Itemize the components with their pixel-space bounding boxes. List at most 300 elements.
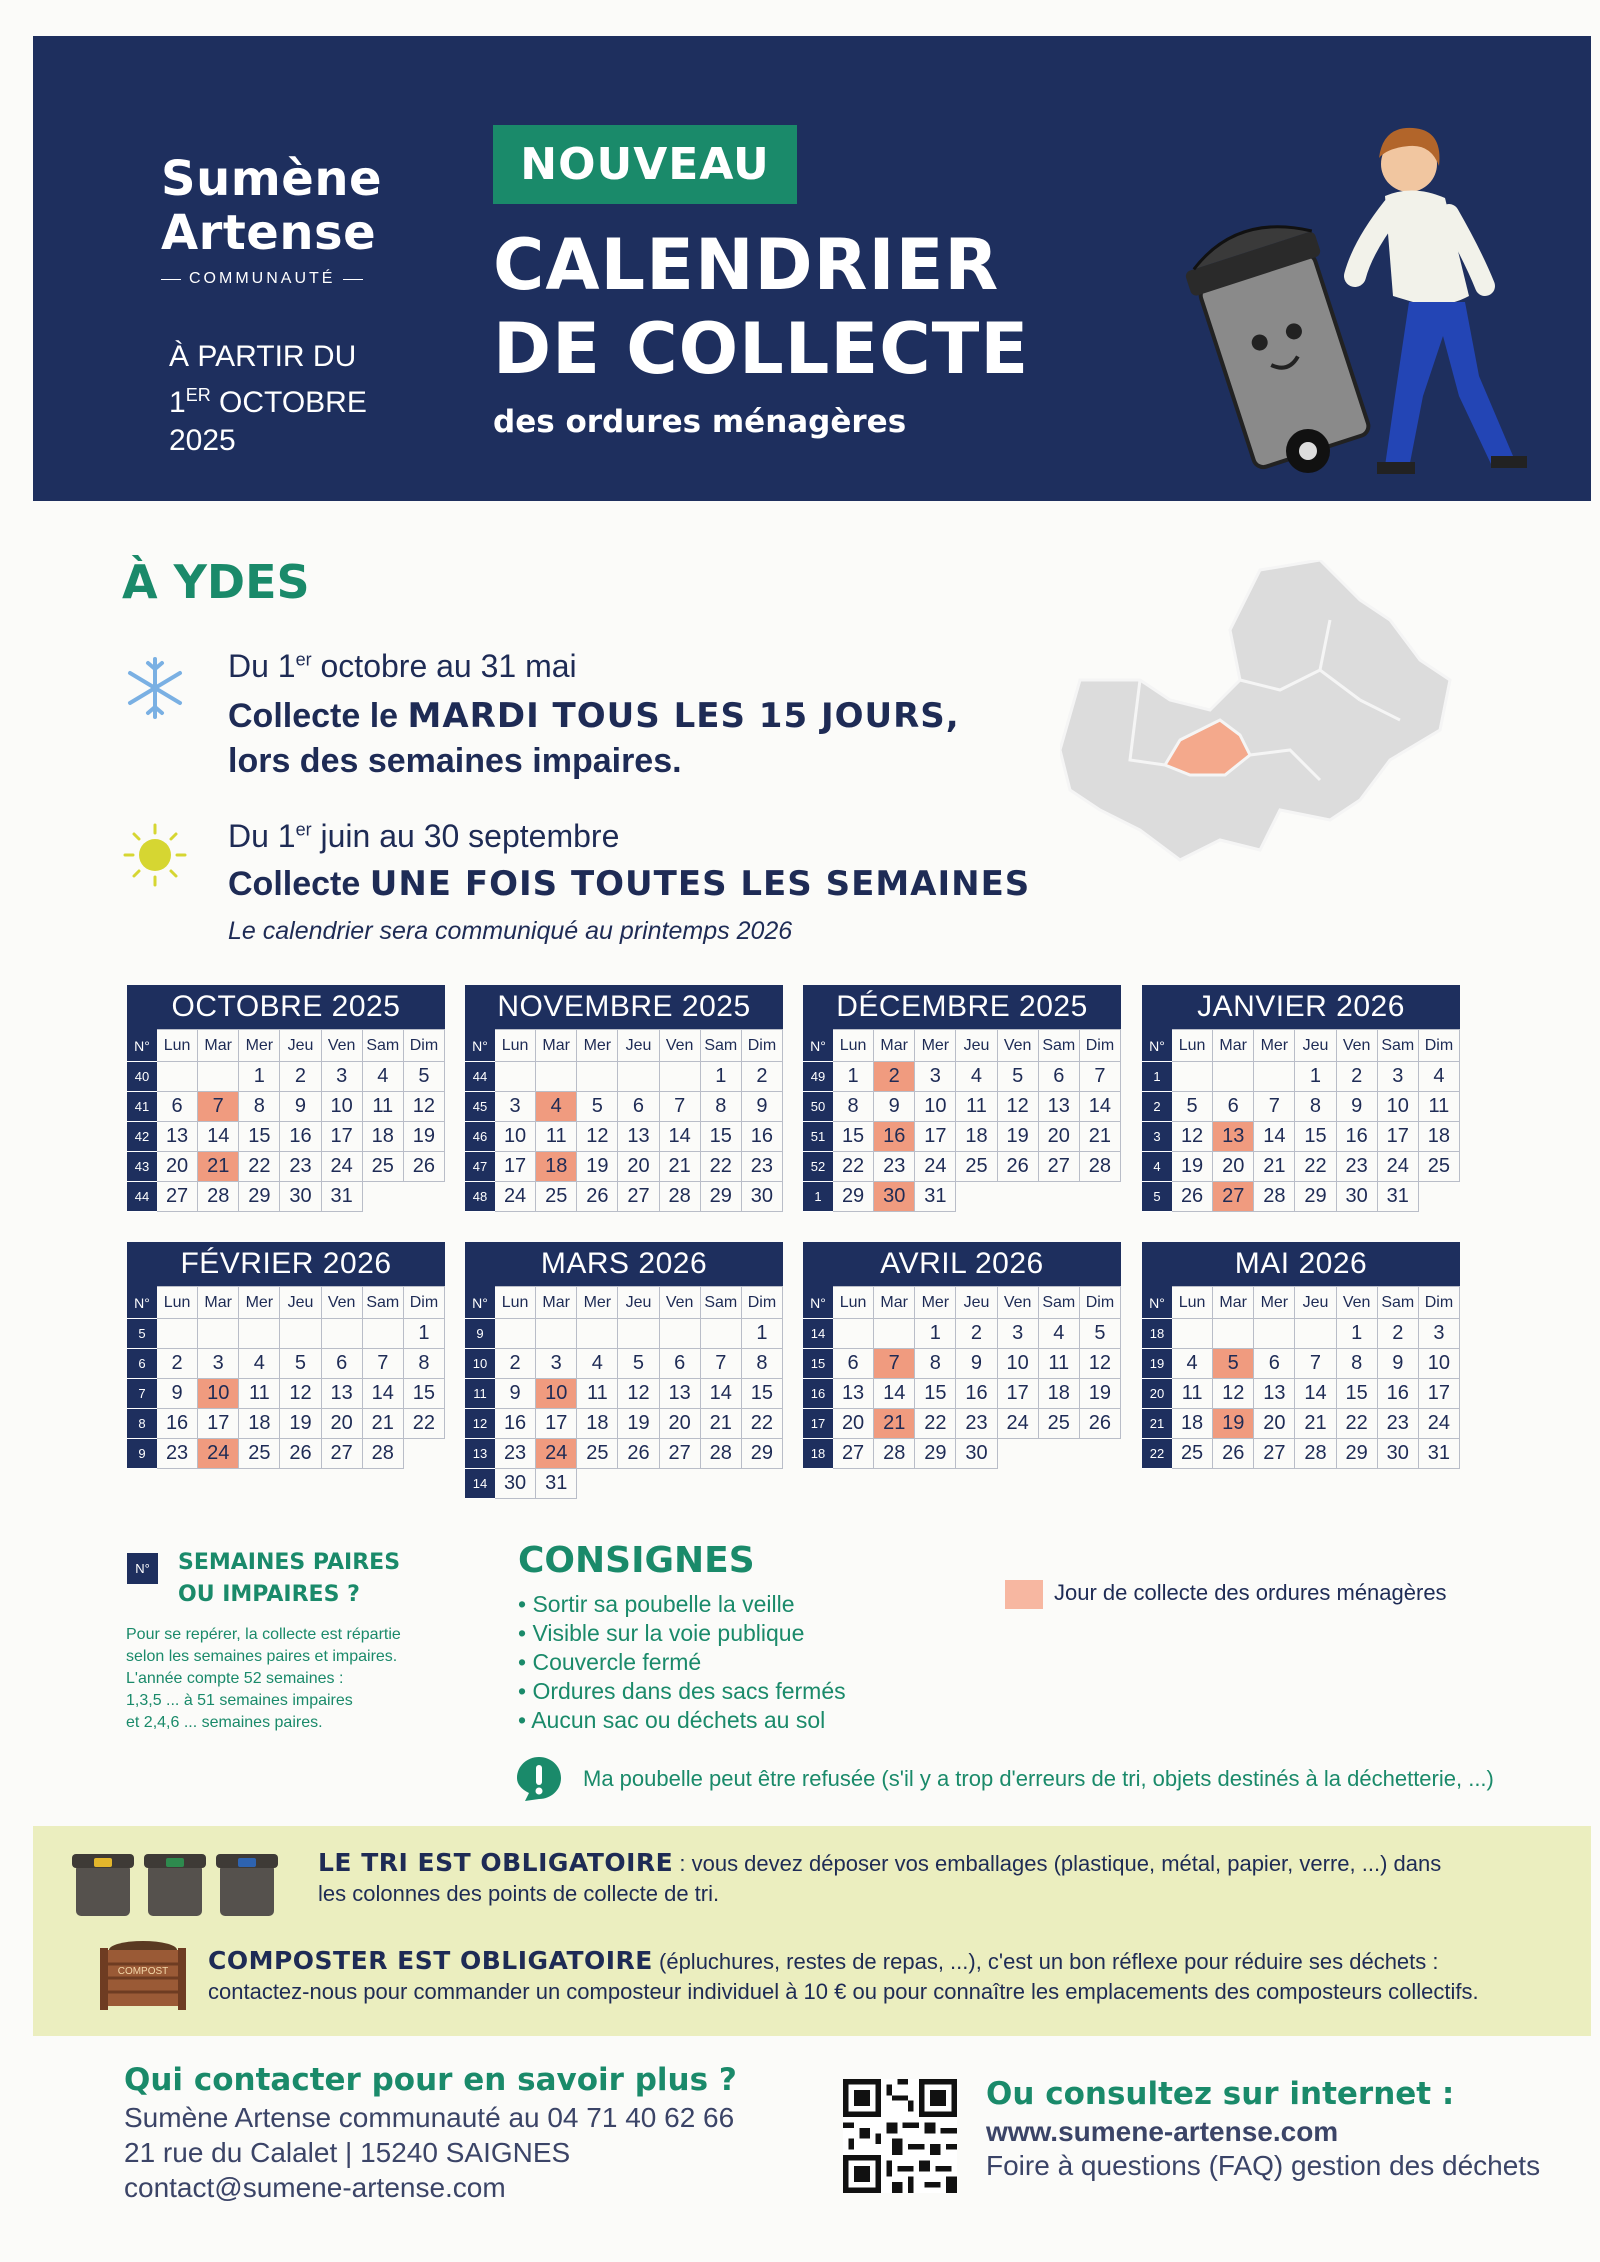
day-cell: 15 — [915, 1379, 956, 1409]
month-grid — [803, 1029, 1121, 1212]
month-grid — [127, 1029, 445, 1212]
empty-cell — [536, 1319, 577, 1349]
weekday-header: Jeu — [618, 1287, 659, 1319]
day-cell: 17 — [915, 1122, 956, 1152]
calendar-march-2026 — [465, 1242, 783, 1499]
empty-cell — [741, 1469, 782, 1499]
weekday-header-row — [466, 1287, 783, 1319]
weekday-header-row — [1143, 1030, 1460, 1062]
day-cell: 26 — [1079, 1409, 1120, 1439]
day-cell: 25 — [536, 1182, 577, 1212]
summer-rule-b: UNE FOIS TOUTES LES SEMAINES — [369, 864, 1031, 904]
day-cell: 20 — [659, 1409, 700, 1439]
header-banner — [33, 36, 1591, 501]
day-cell: 14 — [1295, 1379, 1336, 1409]
week-row — [1143, 1182, 1460, 1212]
tri-obligatoire — [318, 1848, 1468, 1909]
calendar-november-2025 — [465, 985, 783, 1212]
week-number: 48 — [466, 1182, 495, 1212]
week-number: 13 — [466, 1439, 495, 1469]
weekday-header: Dim — [403, 1287, 444, 1319]
day-cell: 22 — [239, 1152, 280, 1182]
compost-title: COMPOSTER EST OBLIGATOIRE — [208, 1946, 653, 1975]
day-cell: 25 — [1418, 1152, 1459, 1182]
day-cell: 24 — [1377, 1152, 1418, 1182]
contact-email[interactable]: contact@sumene-artense.com — [124, 2172, 506, 2203]
weekday-header: Dim — [1418, 1030, 1459, 1062]
winter-rule — [228, 696, 960, 736]
day-cell: 12 — [1079, 1349, 1120, 1379]
month-title: NOVEMBRE 2025 — [465, 985, 783, 1029]
weekday-header: Sam — [1038, 1287, 1079, 1319]
week-row — [466, 1349, 783, 1379]
new-badge: NOUVEAU — [493, 125, 797, 204]
weekday-header: Mar — [198, 1287, 239, 1319]
weekday-header: Sam — [1377, 1030, 1418, 1062]
tri-text: : vous devez déposer vos emballages (plastique, métal, papier, verre, ...) dans les colonnes des points de collecte de tri. — [318, 1851, 1442, 1906]
day-cell: 18 — [1172, 1409, 1213, 1439]
calendar-april-2026 — [803, 1242, 1121, 1469]
day-cell: 20 — [1038, 1122, 1079, 1152]
collection-day: 4 — [536, 1092, 577, 1122]
weekday-header: Mer — [577, 1030, 618, 1062]
weekday-header: Mar — [198, 1030, 239, 1062]
day-cell: 1 — [1295, 1062, 1336, 1092]
week-number: 7 — [128, 1379, 157, 1409]
empty-cell — [1295, 1319, 1336, 1349]
week-number: 6 — [128, 1349, 157, 1379]
day-cell: 22 — [1336, 1409, 1377, 1439]
day-cell: 20 — [321, 1409, 362, 1439]
day-cell: 2 — [1336, 1062, 1377, 1092]
calendar-january-2026 — [1142, 985, 1460, 1212]
summer-rule-a: Collecte — [228, 865, 370, 903]
empty-cell — [577, 1062, 618, 1092]
weekday-header: Sam — [1377, 1287, 1418, 1319]
week-number-header: N° — [1143, 1287, 1172, 1319]
week-number: 20 — [1143, 1379, 1172, 1409]
day-cell: 25 — [1038, 1409, 1079, 1439]
day-cell: 2 — [495, 1349, 536, 1379]
day-cell: 27 — [1038, 1152, 1079, 1182]
day-cell: 10 — [321, 1092, 362, 1122]
day-cell: 28 — [1079, 1152, 1120, 1182]
collection-day: 7 — [198, 1092, 239, 1122]
month-title: MARS 2026 — [465, 1242, 783, 1286]
week-row — [466, 1469, 783, 1499]
day-cell: 13 — [157, 1122, 198, 1152]
contact-phone: Sumène Artense communauté au 04 71 40 62 66 — [124, 2102, 735, 2133]
day-cell: 16 — [741, 1122, 782, 1152]
winter-pre: Du 1 — [228, 648, 296, 684]
day-cell: 12 — [280, 1379, 321, 1409]
web-title: Ou consultez sur internet : — [986, 2076, 1455, 2112]
day-cell: 2 — [741, 1062, 782, 1092]
day-cell: 28 — [1254, 1182, 1295, 1212]
weekday-header: Jeu — [1295, 1030, 1336, 1062]
day-cell: 10 — [915, 1092, 956, 1122]
weekday-header: Ven — [997, 1287, 1038, 1319]
weekday-header: Mar — [1213, 1287, 1254, 1319]
day-cell: 19 — [1079, 1379, 1120, 1409]
week-number: 46 — [466, 1122, 495, 1152]
day-cell: 25 — [577, 1439, 618, 1469]
day-cell: 10 — [495, 1122, 536, 1152]
collection-day: 10 — [536, 1379, 577, 1409]
collection-day: 24 — [536, 1439, 577, 1469]
weekday-header: Ven — [1336, 1287, 1377, 1319]
day-cell: 10 — [1377, 1092, 1418, 1122]
week-row — [1143, 1349, 1460, 1379]
day-cell: 3 — [1418, 1319, 1459, 1349]
day-cell: 12 — [403, 1092, 444, 1122]
consignes-list — [518, 1590, 846, 1735]
day-cell: 21 — [1079, 1122, 1120, 1152]
weekday-header: Jeu — [280, 1287, 321, 1319]
week-row — [466, 1152, 783, 1182]
week-number-header: N° — [128, 1287, 157, 1319]
day-cell: 17 — [1418, 1379, 1459, 1409]
week-number: 44 — [466, 1062, 495, 1092]
day-cell: 23 — [741, 1152, 782, 1182]
day-cell: 13 — [1254, 1379, 1295, 1409]
weekday-header: Lun — [495, 1287, 536, 1319]
day-cell: 11 — [1418, 1092, 1459, 1122]
day-cell: 29 — [1336, 1439, 1377, 1469]
weekday-header: Jeu — [956, 1287, 997, 1319]
week-row — [128, 1182, 445, 1212]
day-cell: 14 — [1079, 1092, 1120, 1122]
day-cell: 2 — [280, 1062, 321, 1092]
empty-cell — [618, 1062, 659, 1092]
week-number: 19 — [1143, 1349, 1172, 1379]
weeks-parity-line: et 2,4,6 ... semaines paires. — [126, 1714, 323, 1731]
weekday-header-row — [804, 1030, 1121, 1062]
weekday-header: Jeu — [956, 1030, 997, 1062]
weekday-header-row — [1143, 1287, 1460, 1319]
week-number: 3 — [1143, 1122, 1172, 1152]
weekday-header: Dim — [403, 1030, 444, 1062]
warning-text: Ma poubelle peut être refusée (s'il y a trop d'erreurs de tri, objets destinés à la déchetterie, ...) — [583, 1766, 1494, 1791]
week-number: 18 — [1143, 1319, 1172, 1349]
day-cell: 9 — [157, 1379, 198, 1409]
empty-cell — [997, 1182, 1038, 1212]
week-number: 17 — [804, 1409, 833, 1439]
logo — [161, 152, 382, 288]
collection-day: 30 — [874, 1182, 915, 1212]
week-row — [466, 1062, 783, 1092]
day-cell: 7 — [1295, 1349, 1336, 1379]
day-cell: 10 — [1418, 1349, 1459, 1379]
day-cell: 9 — [1377, 1349, 1418, 1379]
empty-cell — [1172, 1319, 1213, 1349]
day-cell: 9 — [1336, 1092, 1377, 1122]
day-cell: 24 — [495, 1182, 536, 1212]
week-number: 8 — [128, 1409, 157, 1439]
day-cell: 31 — [321, 1182, 362, 1212]
day-cell: 14 — [198, 1122, 239, 1152]
collection-day: 21 — [874, 1409, 915, 1439]
day-cell: 18 — [1038, 1379, 1079, 1409]
day-cell: 29 — [833, 1182, 874, 1212]
day-cell: 24 — [997, 1409, 1038, 1439]
weekday-header: Ven — [321, 1287, 362, 1319]
week-number: 16 — [804, 1379, 833, 1409]
collection-day: 18 — [536, 1152, 577, 1182]
weekday-header: Mer — [1254, 1030, 1295, 1062]
day-cell: 25 — [239, 1439, 280, 1469]
day-cell: 4 — [1038, 1319, 1079, 1349]
day-cell: 2 — [157, 1349, 198, 1379]
winter-post: octobre au 31 mai — [311, 648, 577, 684]
day-cell: 27 — [157, 1182, 198, 1212]
day-cell: 9 — [741, 1092, 782, 1122]
month-title: DÉCEMBRE 2025 — [803, 985, 1121, 1029]
day-cell: 16 — [495, 1409, 536, 1439]
exclamation-icon — [515, 1755, 563, 1803]
day-cell: 14 — [874, 1379, 915, 1409]
consigne-item: • Couvercle fermé — [518, 1648, 846, 1677]
day-cell: 14 — [659, 1122, 700, 1152]
weekday-header: Lun — [495, 1030, 536, 1062]
day-cell: 1 — [239, 1062, 280, 1092]
day-cell: 1 — [1336, 1319, 1377, 1349]
day-cell: 30 — [956, 1439, 997, 1469]
weekday-header: Mer — [239, 1030, 280, 1062]
day-cell: 8 — [403, 1349, 444, 1379]
day-cell: 26 — [1213, 1439, 1254, 1469]
day-cell: 27 — [659, 1439, 700, 1469]
summer-pre: Du 1 — [228, 818, 296, 854]
empty-cell — [659, 1319, 700, 1349]
day-cell: 26 — [577, 1182, 618, 1212]
day-cell: 19 — [1172, 1152, 1213, 1182]
day-cell: 29 — [1295, 1182, 1336, 1212]
day-cell: 22 — [741, 1409, 782, 1439]
empty-cell — [280, 1319, 321, 1349]
day-cell: 5 — [577, 1092, 618, 1122]
empty-cell — [997, 1439, 1038, 1469]
empty-cell — [1254, 1319, 1295, 1349]
day-cell: 29 — [700, 1182, 741, 1212]
week-row — [128, 1439, 445, 1469]
day-cell: 19 — [403, 1122, 444, 1152]
empty-cell — [239, 1319, 280, 1349]
day-cell: 26 — [997, 1152, 1038, 1182]
day-cell: 12 — [1213, 1379, 1254, 1409]
weekday-header: Dim — [741, 1287, 782, 1319]
weeks-parity-line: selon les semaines paires et impaires. — [126, 1648, 398, 1665]
day-cell: 18 — [577, 1409, 618, 1439]
month-title: MAI 2026 — [1142, 1242, 1460, 1286]
day-cell: 21 — [700, 1409, 741, 1439]
website-link[interactable]: www.sumene-artense.com — [986, 2116, 1339, 2147]
week-number: 4 — [1143, 1152, 1172, 1182]
week-row — [466, 1122, 783, 1152]
empty-cell — [1079, 1182, 1120, 1212]
empty-cell — [495, 1319, 536, 1349]
week-row — [466, 1439, 783, 1469]
day-cell: 5 — [1172, 1092, 1213, 1122]
summer-note: Le calendrier sera communiqué au printemps 2026 — [228, 917, 793, 945]
month-title: FÉVRIER 2026 — [127, 1242, 445, 1286]
day-cell: 3 — [495, 1092, 536, 1122]
sorting-bins-icon — [70, 1846, 290, 1918]
qr-code[interactable] — [843, 2079, 957, 2193]
collection-day: 7 — [874, 1349, 915, 1379]
week-number-header: N° — [466, 1287, 495, 1319]
calendar-october-2025 — [127, 985, 445, 1212]
empty-cell — [700, 1319, 741, 1349]
day-cell: 8 — [915, 1349, 956, 1379]
day-cell: 17 — [495, 1152, 536, 1182]
week-number-header: N° — [804, 1030, 833, 1062]
empty-cell — [536, 1062, 577, 1092]
week-row — [1143, 1409, 1460, 1439]
day-cell: 18 — [239, 1409, 280, 1439]
day-cell: 31 — [915, 1182, 956, 1212]
week-row — [804, 1092, 1121, 1122]
weekday-header-row — [466, 1030, 783, 1062]
day-cell: 11 — [956, 1092, 997, 1122]
day-cell: 29 — [741, 1439, 782, 1469]
weeks-parity-title-1: SEMAINES PAIRES — [178, 1550, 401, 1575]
day-cell: 8 — [239, 1092, 280, 1122]
day-cell: 20 — [833, 1409, 874, 1439]
start-date-month: OCTOBRE — [219, 386, 367, 419]
day-cell: 20 — [1213, 1152, 1254, 1182]
day-cell: 9 — [495, 1379, 536, 1409]
weekday-header: Dim — [1079, 1030, 1120, 1062]
week-row — [128, 1349, 445, 1379]
collection-day: 5 — [1213, 1349, 1254, 1379]
weekday-header: Mar — [536, 1030, 577, 1062]
week-number: 11 — [466, 1379, 495, 1409]
day-cell: 6 — [659, 1349, 700, 1379]
day-cell: 3 — [915, 1062, 956, 1092]
collection-day: 10 — [198, 1379, 239, 1409]
day-cell: 12 — [1172, 1122, 1213, 1152]
weekday-header: Mar — [874, 1287, 915, 1319]
day-cell: 27 — [321, 1439, 362, 1469]
day-cell: 11 — [536, 1122, 577, 1152]
week-row — [466, 1182, 783, 1212]
week-number: 9 — [128, 1439, 157, 1469]
empty-cell — [198, 1062, 239, 1092]
day-cell: 8 — [833, 1092, 874, 1122]
weekday-header: Ven — [1336, 1030, 1377, 1062]
day-cell: 30 — [280, 1182, 321, 1212]
week-row — [128, 1379, 445, 1409]
day-cell: 26 — [1172, 1182, 1213, 1212]
start-date-line1: À PARTIR DU — [169, 340, 357, 373]
weekday-header: Dim — [741, 1030, 782, 1062]
collection-day: 2 — [874, 1062, 915, 1092]
start-date-num: 1 — [169, 386, 186, 419]
day-cell: 8 — [1336, 1349, 1377, 1379]
day-cell: 31 — [1418, 1439, 1459, 1469]
day-cell: 15 — [1336, 1379, 1377, 1409]
day-cell: 22 — [403, 1409, 444, 1439]
day-cell: 30 — [495, 1469, 536, 1499]
weekday-header: Lun — [157, 1030, 198, 1062]
day-cell: 6 — [833, 1349, 874, 1379]
empty-cell — [362, 1319, 403, 1349]
day-cell: 31 — [536, 1469, 577, 1499]
weekday-header: Lun — [1172, 1030, 1213, 1062]
weekday-header: Sam — [362, 1287, 403, 1319]
day-cell: 7 — [659, 1092, 700, 1122]
day-cell: 3 — [536, 1349, 577, 1379]
logo-line1: Sumène — [161, 151, 383, 207]
week-number: 45 — [466, 1092, 495, 1122]
summer-rule — [228, 864, 1030, 904]
calendar-february-2026 — [127, 1242, 445, 1469]
empty-cell — [1038, 1182, 1079, 1212]
day-cell: 12 — [577, 1122, 618, 1152]
day-cell: 11 — [1172, 1379, 1213, 1409]
day-cell: 5 — [280, 1349, 321, 1379]
collection-day: 24 — [198, 1439, 239, 1469]
week-number: 1 — [1143, 1062, 1172, 1092]
day-cell: 28 — [198, 1182, 239, 1212]
day-cell: 22 — [700, 1152, 741, 1182]
collection-day: 13 — [1213, 1122, 1254, 1152]
day-cell: 4 — [956, 1062, 997, 1092]
day-cell: 9 — [874, 1092, 915, 1122]
day-cell: 28 — [874, 1439, 915, 1469]
consigne-item: • Aucun sac ou déchets au sol — [518, 1706, 846, 1735]
collection-day: 16 — [874, 1122, 915, 1152]
day-cell: 3 — [1377, 1062, 1418, 1092]
week-row — [804, 1182, 1121, 1212]
day-cell: 17 — [536, 1409, 577, 1439]
day-cell: 28 — [1295, 1439, 1336, 1469]
empty-cell — [659, 1469, 700, 1499]
week-row — [1143, 1122, 1460, 1152]
person-with-bin-illustration — [1173, 96, 1533, 501]
logo-line3 — [161, 270, 382, 288]
collection-day: 27 — [1213, 1182, 1254, 1212]
day-cell: 16 — [157, 1409, 198, 1439]
week-number: 44 — [128, 1182, 157, 1212]
week-number: 10 — [466, 1349, 495, 1379]
day-cell: 6 — [157, 1092, 198, 1122]
week-number: 50 — [804, 1092, 833, 1122]
empty-cell — [833, 1319, 874, 1349]
day-cell: 28 — [659, 1182, 700, 1212]
weekday-header: Mar — [1213, 1030, 1254, 1062]
day-cell: 19 — [577, 1152, 618, 1182]
day-cell: 16 — [956, 1379, 997, 1409]
week-number: 49 — [804, 1062, 833, 1092]
day-cell: 20 — [618, 1152, 659, 1182]
day-cell: 25 — [362, 1152, 403, 1182]
day-cell: 23 — [280, 1152, 321, 1182]
calendar-may-2026 — [1142, 1242, 1460, 1469]
day-cell: 6 — [1254, 1349, 1295, 1379]
weekday-header: Lun — [1172, 1287, 1213, 1319]
weekday-header: Mar — [536, 1287, 577, 1319]
month-grid — [1142, 1286, 1460, 1469]
day-cell: 27 — [833, 1439, 874, 1469]
week-row — [804, 1409, 1121, 1439]
week-row — [128, 1062, 445, 1092]
weeks-parity-text — [126, 1624, 401, 1734]
day-cell: 5 — [403, 1062, 444, 1092]
week-number-header: N° — [804, 1287, 833, 1319]
week-row — [1143, 1379, 1460, 1409]
